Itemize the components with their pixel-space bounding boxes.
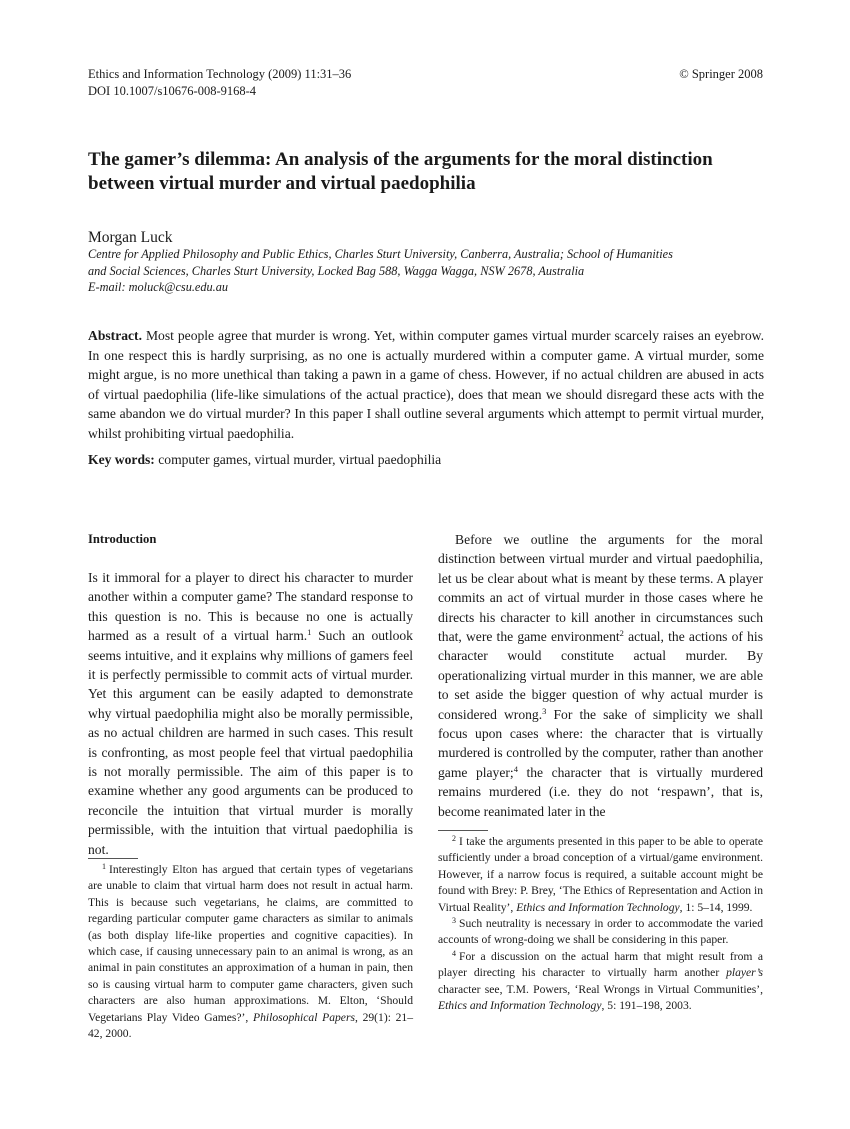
footnote-ref-4: 4 <box>513 763 518 774</box>
footnote-2-journal: Ethics and Information Technology <box>516 900 680 914</box>
definitions-paragraph <box>438 530 763 821</box>
footnotes-right <box>438 834 763 1014</box>
footnote-1-text: Interestingly Elton has argued that certain types of vegetarians are unable to claim that virtual harm does not result in actual harm. This is because such vegetarians, he claims, are committed to regarding particular computer game characters as similar to animals (as both display life-like properties and cognitive capacities). In which case, if causing unnecessary pain to an animal is wrong, as an animal in pain constitutes an approximation of a human in pain, then so is causing virtual harm to computer game characters, given such characters are also human approximations. M. Elton, ‘Should Vegetarians Play Video Games?’, <box>88 863 413 1024</box>
footnote-divider-left <box>88 858 138 859</box>
right-text-part-1: Before we outline the arguments for the moral distinction between virtual murder and virtual paedophilia, let us be clear about what is meant by these terms. A player commits an act of virtual murder in those cases where he directs his character to kill another in circumstances such that, were the game environment <box>438 532 763 645</box>
footnote-2-tail: , 1: 5–14, 1999. <box>679 900 753 914</box>
right-text-part-4: the character that is virtually murdered remains murdered (i.e. they do not ‘respawn’, that is, become reanimated later in the <box>438 764 764 819</box>
right-text-part-3: For the sake of simplicity we shall focus upon cases where: the character that is virtually murdered is controlled by the computer, rather than another game player; <box>438 706 763 780</box>
abstract-label: Abstract. <box>88 328 142 343</box>
author-email: E-mail: moluck@csu.edu.au <box>88 280 229 294</box>
affiliation-line-2: and Social Sciences, Charles Sturt University, Locked Bag 588, Wagga Wagga, NSW 2678, Australia <box>88 263 585 278</box>
right-text-part-2: actual, the actions of his character would constitute actual murder. By operationalizing virtual murder in this manner, we are able to set aside the bigger question of why actual murder is considered wrong. <box>438 629 763 722</box>
footnote-4 <box>438 949 763 1015</box>
footnote-3-number: 3 <box>452 916 456 926</box>
doi-line: DOI 10.1007/s10676-008-9168-4 <box>88 84 257 98</box>
footnote-1 <box>88 862 413 1042</box>
intro-text-part-1: Is it immoral for a player to direct his character to murder another within a computer game? The standard response to this question is no. This is because no one is actually harmed as a result of a virtual harm. <box>88 570 413 644</box>
intro-text-part-2: Such an outlook seems intuitive, and it explains why millions of gamers feel it is perfectly permissible to commit acts of virtual murder. Yet this argument can be easily adapted to demonstrate why virtual paedophilia might also be morally permissible, as no actual children are harmed in such cases. This result is confronting, as most people feel that virtual paedophilia is not morally permissible. The aim of this paper is to examine whether any good arguments can be produced to reconcile the intuition that virtual murder is morally permissible, with the intuition that virtual paedophilia is not. <box>88 628 413 857</box>
keywords-text: computer games, virtual murder, virtual paedophilia <box>158 452 442 467</box>
affiliation-line-1: Centre for Applied Philosophy and Public Ethics, Charles Sturt University, Canberra, Australia; School of Humanities <box>88 247 673 261</box>
running-header <box>88 66 351 100</box>
paper-title: The gamer’s dilemma: An analysis of the arguments for the moral distinction between virtual murder and virtual paedophilia <box>88 149 713 194</box>
section-heading-introduction: Introduction <box>88 532 157 546</box>
footnote-4-text-b: character see, T.M. Powers, ‘Real Wrongs in Virtual Communities’, <box>438 982 763 996</box>
footnote-2-text: I take the arguments presented in this paper to be able to operate sufficiently under a broad conception of a virtual/game environment. However, if a narrow focus is required, a suitable account might be found with Brey: P. Brey, ‘The Ethics of Representation and Action in Virtual Reality’, <box>438 835 763 914</box>
footnote-2-number: 2 <box>452 834 456 843</box>
footnote-4-tail: , 5: 191–198, 2003. <box>601 999 692 1013</box>
footnote-ref-1: 1 <box>307 627 312 638</box>
left-column-body <box>88 568 413 859</box>
author-name: Morgan Luck <box>88 229 173 246</box>
footnote-1-number: 1 <box>102 862 106 871</box>
copyright-notice: © Springer 2008 <box>679 67 763 81</box>
footnote-ref-3: 3 <box>542 705 547 716</box>
footnote-1-tail: , 29(1): 21–42, 2000. <box>88 1010 414 1041</box>
footnote-3-text: Such neutrality is necessary in order to accommodate the varied accounts of wrong-doing we shall be considering in this paper. <box>438 917 763 947</box>
footnotes-left <box>88 862 413 1042</box>
abstract-text: Most people agree that murder is wrong. Yet, within computer games virtual murder scarcely raises an eyebrow. In one respect this is hardly surprising, as no one is actually murdered within a computer game. A virtual murder, some might argue, is no more unethical than taking a pawn in a game of chess. However, if no actual children are abused in acts of virtual paedophilia (life-like simulations of the actual practice), does that mean we should disregard these acts with the same abandon we do virtual murder? In this paper I shall outline several arguments which attempt to permit virtual murder, whilst prohibiting virtual paedophilia. <box>88 328 764 441</box>
journal-citation: Ethics and Information Technology (2009) 11:31–36 <box>88 67 352 81</box>
abstract <box>88 326 764 444</box>
footnote-ref-2: 2 <box>619 628 624 639</box>
right-column-body <box>438 530 763 821</box>
footnote-1-journal: Philosophical Papers <box>253 1010 355 1024</box>
keywords <box>88 450 764 469</box>
footnote-2 <box>438 834 763 916</box>
footnote-divider-right <box>438 830 488 831</box>
keywords-label: Key words: <box>88 452 155 467</box>
introduction-paragraph <box>88 568 413 859</box>
footnote-4-italic: player’s <box>726 966 763 980</box>
footnote-4-journal: Ethics and Information Technology <box>438 999 602 1013</box>
author-affiliation <box>88 246 778 296</box>
footnote-4-number: 4 <box>452 948 456 958</box>
footnote-3 <box>438 916 763 949</box>
footnote-4-text-a: For a discussion on the actual harm that might result from a player directing his character to virtually harm another <box>438 949 763 980</box>
